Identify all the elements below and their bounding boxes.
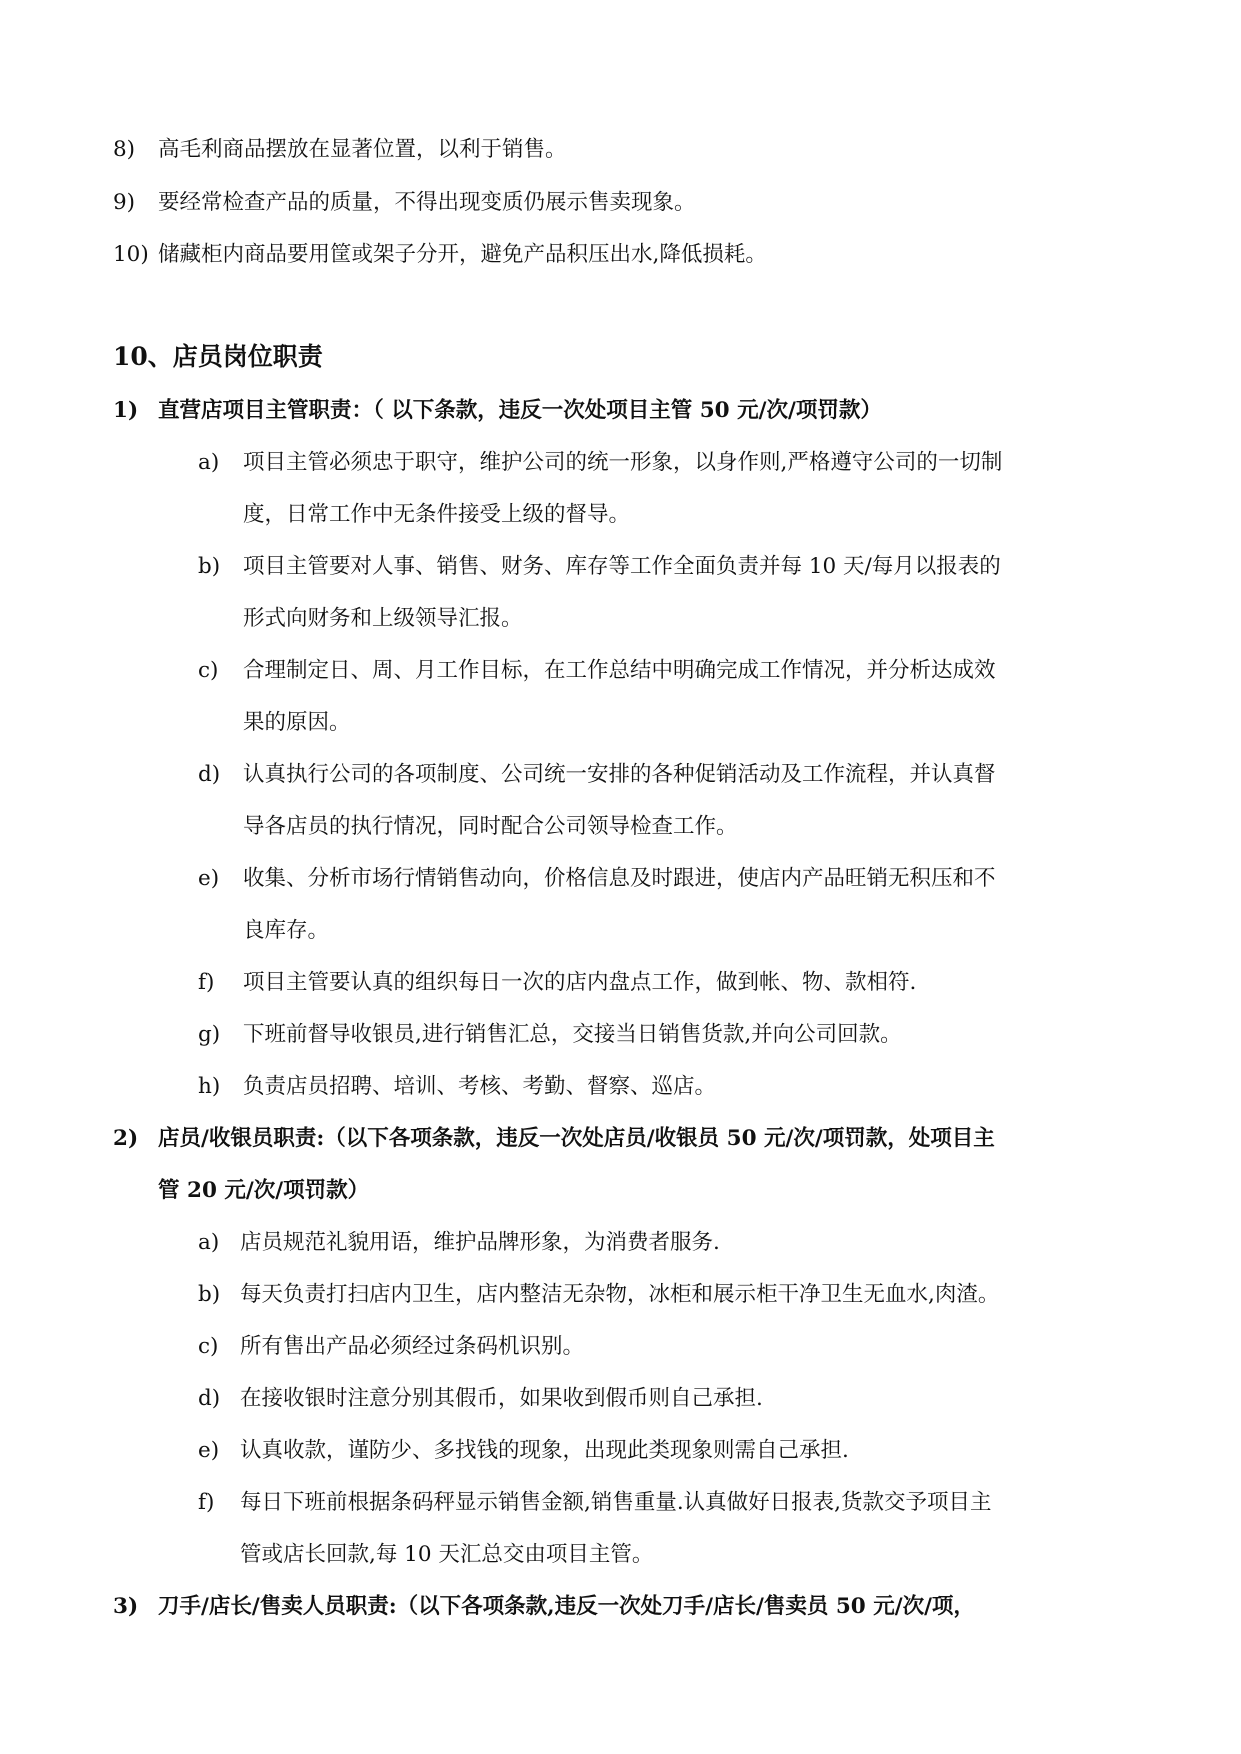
duty1-item-h-marker: h): [198, 1074, 221, 1099]
list-item-10: 储藏柜内商品要用筐或架子分开，避免产品积压出水,降低损耗。: [158, 242, 767, 267]
duty1-item-e-line2: 良库存。: [243, 918, 330, 943]
duty1-item-e-line1: 收集、分析市场行情销售动向，价格信息及时跟进，使店内产品旺销无积压和不: [243, 866, 996, 891]
duty1-item-b-marker: b): [198, 554, 221, 579]
duty1-item-h-line1: 负责店员招聘、培训、考核、考勤、督察、巡店。: [243, 1074, 717, 1099]
duty2-item-e-marker: e): [198, 1438, 220, 1463]
duty2-title-line2: 管 20 元/次/项罚款）: [158, 1178, 370, 1203]
duty1-item-g-line1: 下班前督导收银员,进行销售汇总，交接当日销售货款,并向公司回款。: [243, 1022, 902, 1047]
duty2-item-b-marker: b): [198, 1282, 221, 1307]
duty1-item-f-marker: f): [198, 970, 215, 995]
duty1-item-f-line1: 项目主管要认真的组织每日一次的店内盘点工作，做到帐、物、款相符.: [243, 970, 917, 995]
list-item-9: 要经常检查产品的质量，不得出现变质仍展示售卖现象。: [158, 190, 696, 215]
duty1-item-c-line2: 果的原因。: [243, 710, 351, 735]
duty1-marker: 1): [113, 398, 139, 423]
duty1-item-c-marker: c): [198, 658, 219, 683]
duty1-item-d-line1: 认真执行公司的各项制度、公司统一安排的各种促销活动及工作流程，并认真督: [243, 762, 996, 787]
duty2-marker: 2): [113, 1126, 139, 1151]
duty1-item-e-marker: e): [198, 866, 220, 891]
duty2-item-f-marker: f): [198, 1490, 215, 1515]
duty2-item-b-line1: 每天负责打扫店内卫生，店内整洁无杂物，冰柜和展示柜干净卫生无血水,肉渣。: [240, 1282, 1000, 1307]
list-marker-8: 8): [113, 137, 136, 162]
duty2-item-f-line2: 管或店长回款,每 10 天汇总交由项目主管。: [240, 1542, 654, 1567]
duty1-item-a-line1: 项目主管必须忠于职守，维护公司的统一形象，以身作则,严格遵守公司的一切制: [243, 450, 1003, 475]
list-marker-9: 9): [113, 190, 136, 215]
duty2-item-d-line1: 在接收银时注意分别其假币，如果收到假币则自己承担.: [240, 1386, 763, 1411]
duty2-item-f-line1: 每日下班前根据条码秤显示销售金额,销售重量.认真做好日报表,货款交予项目主: [240, 1490, 992, 1515]
duty1-item-a-marker: a): [198, 450, 220, 475]
duty3-marker: 3): [113, 1594, 139, 1619]
duty3-title: 刀手/店长/售卖人员职责:（以下各项条款,违反一次处刀手/店长/售卖员 50 元/次/项，: [158, 1594, 975, 1619]
duty2-item-d-marker: d): [198, 1386, 221, 1411]
duty1-item-b-line1: 项目主管要对人事、销售、财务、库存等工作全面负责并每 10 天/每月以报表的: [243, 554, 1001, 579]
duty2-item-a-line1: 店员规范礼貌用语，维护品牌形象，为消费者服务.: [240, 1230, 720, 1255]
duty2-title-line1: 店员/收银员职责:（以下各项条款，违反一次处店员/收银员 50 元/次/项罚款，处项目主: [158, 1126, 995, 1151]
duty1-item-d-line2: 导各店员的执行情况，同时配合公司领导检查工作。: [243, 814, 738, 839]
duty1-item-a-line2: 度，日常工作中无条件接受上级的督导。: [243, 502, 631, 527]
duty1-item-d-marker: d): [198, 762, 221, 787]
duty1-item-g-marker: g): [198, 1022, 221, 1047]
duty2-item-c-line1: 所有售出产品必须经过条码机识别。: [240, 1334, 585, 1359]
duty1-item-c-line1: 合理制定日、周、月工作目标，在工作总结中明确完成工作情况，并分析达成效: [243, 658, 996, 683]
list-marker-10: 10): [113, 242, 149, 267]
duty2-item-e-line1: 认真收款，谨防少、多找钱的现象，出现此类现象则需自己承担.: [240, 1438, 849, 1463]
duty2-item-a-marker: a): [198, 1230, 220, 1255]
section-heading: 10、店员岗位职责: [113, 342, 323, 371]
list-item-8: 高毛利商品摆放在显著位置，以利于销售。: [158, 137, 567, 162]
duty1-item-b-line2: 形式向财务和上级领导汇报。: [243, 606, 523, 631]
duty1-title: 直营店项目主管职责：（ 以下条款，违反一次处项目主管 50 元/次/项罚款）: [158, 398, 882, 423]
duty2-item-c-marker: c): [198, 1334, 219, 1359]
